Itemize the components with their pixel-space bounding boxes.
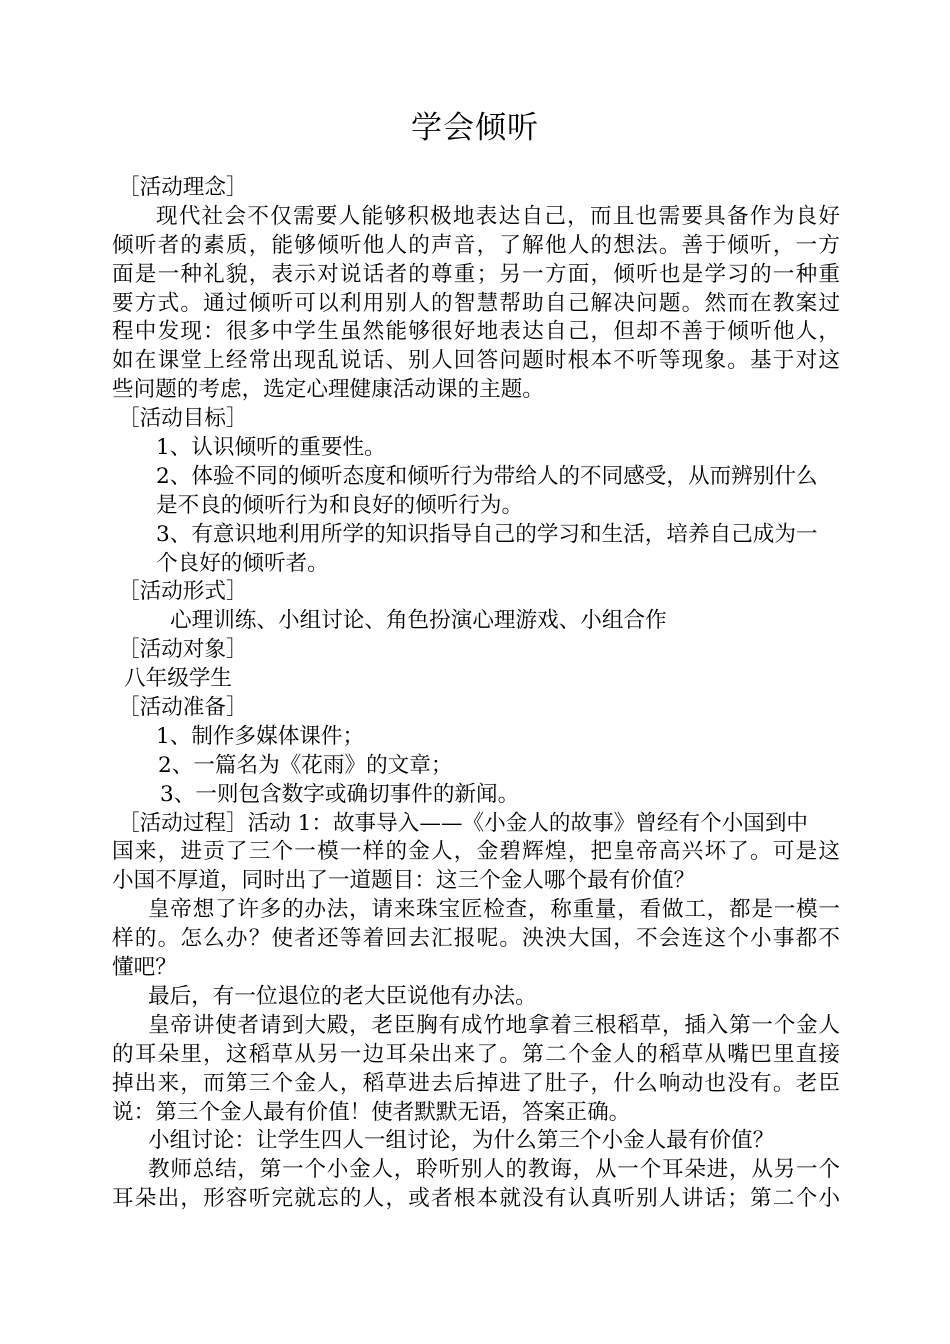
target-text: 八年级学生 (124, 666, 232, 692)
preparation-item: 1、制作多媒体课件； (156, 723, 365, 749)
preparation-item: 3、一则包含数字或确切事件的新闻。 (160, 781, 520, 807)
story-line: 皇帝想了许多的办法，请来珠宝匠检查，称重量，看做工，都是一模一 (148, 897, 840, 923)
story-line: 的耳朵里，这稻草从另一边耳朵出来了。第二个金人的稻草从嘴巴里直接 (112, 1041, 840, 1067)
section-heading-process: ［活动过程］活动 1：故事导入——《小金人的故事》曾经有个小国到中 (118, 810, 809, 836)
paragraph-line: 现代社会不仅需要人能够积极地表达自己，而且也需要具备作为良好 (156, 203, 840, 229)
story-line: 最后，有一位退位的老大臣说他有办法。 (148, 983, 537, 1009)
form-text: 心理训练、小组讨论、角色扮演心理游戏、小组合作 (170, 608, 667, 634)
paragraph-line: 面是一种礼貌，表示对说话者的尊重；另一方面，倾听也是学习的一种重 (112, 261, 840, 287)
goal-item: 1、认识倾听的重要性。 (156, 435, 386, 461)
discussion-line: 小组讨论：让学生四人一组讨论，为什么第三个小金人最有价值？ (148, 1128, 775, 1154)
section-heading-target: ［活动对象］ (118, 637, 248, 663)
summary-line: 耳朵出，形容听完就忘的人，或者根本就没有认真听别人讲话；第二个小 (112, 1186, 840, 1212)
section-heading-preparation: ［活动准备］ (118, 695, 248, 721)
story-line: 懂吧？ (112, 955, 177, 981)
section-heading-goals: ［活动目标］ (118, 406, 248, 432)
goal-item: 3、有意识地利用所学的知识指导自己的学习和生活，培养自己成为一 (156, 521, 818, 547)
paragraph-line: 程中发现：很多中学生虽然能够很好地表达自己，但却不善于倾听他人， (112, 319, 840, 345)
preparation-item: 2、一篇名为《花雨》的文章； (158, 752, 453, 778)
section-heading-form: ［活动形式］ (118, 579, 248, 605)
document-title: 学会倾听 (411, 110, 539, 146)
paragraph-line: 如在课堂上经常出现乱说话、别人回答问题时根本不听等现象。基于对这 (112, 348, 840, 374)
story-line: 国来，进贡了三个一模一样的金人，金碧辉煌，把皇帝高兴坏了。可是这 (112, 839, 840, 865)
summary-line: 教师总结，第一个小金人，聆听别人的教诲，从一个耳朵进，从另一个 (148, 1157, 840, 1183)
story-line: 说：第三个金人最有价值！使者默默无语，答案正确。 (112, 1099, 631, 1125)
story-line: 掉出来，而第三个金人，稻草进去后掉进了肚子，什么响动也没有。老臣 (112, 1070, 840, 1096)
document-body (112, 174, 840, 1214)
goal-item: 2、体验不同的倾听态度和倾听行为带给人的不同感受，从而辨别什么 (156, 463, 818, 489)
goal-item: 是不良的倾听行为和良好的倾听行为。 (156, 492, 524, 518)
paragraph-line: 些问题的考虑，选定心理健康活动课的主题。 (112, 377, 544, 403)
goal-item: 个良好的倾听者。 (156, 550, 329, 576)
story-line: 小国不厚道，同时出了一道题目：这三个金人哪个最有价值？ (112, 868, 696, 894)
paragraph-line: 要方式。通过倾听可以利用别人的智慧帮助自己解决问题。然而在教案过 (112, 290, 840, 316)
story-line: 皇帝讲使者请到大殿，老臣胸有成竹地拿着三根稻草，插入第一个金人 (148, 1012, 840, 1038)
section-heading-concept: ［活动理念］ (118, 175, 248, 200)
paragraph-line: 倾听者的素质，能够倾听他人的声音，了解他人的想法。善于倾听，一方 (112, 232, 840, 258)
story-line: 样的。怎么办？使者还等着回去汇报呢。泱泱大国，不会连这个小事都不 (112, 926, 840, 952)
